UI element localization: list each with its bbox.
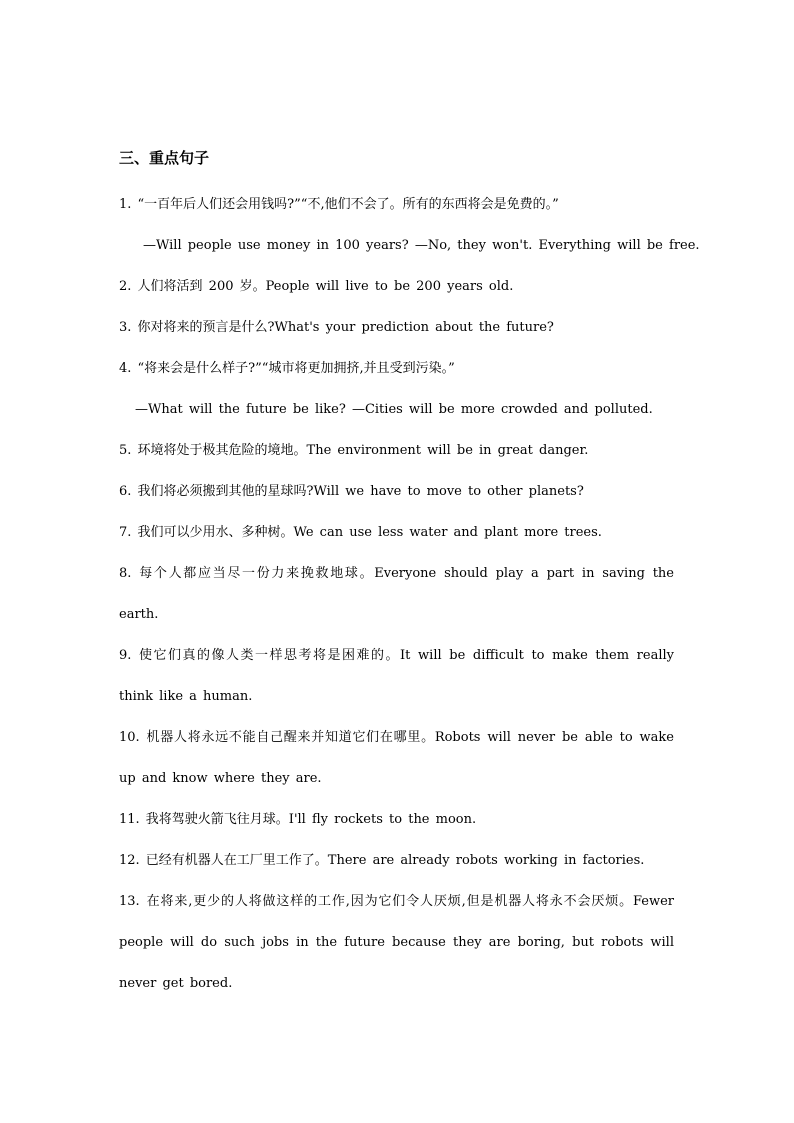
- sentence-1-translation: —Will people use money in 100 years? —No, they won't. Everything will be free.: [143, 238, 700, 253]
- sentence-4: 4. “将来会是什么样子?”“城市将更加拥挤,并且受到污染。”: [119, 361, 455, 376]
- content-area: [119, 146, 700, 1004]
- sentence-3: 3. 你对将来的预言是什么?What's your prediction about the future?: [119, 320, 554, 335]
- sentence-5: 5. 环境将处于极其危险的境地。The environment will be in great danger.: [119, 443, 589, 458]
- sentence-2: 2. 人们将活到 200 岁。People will live to be 200 years old.: [119, 279, 514, 294]
- sentence-1: 1. “一百年后人们还会用钱吗?”“不,他们不会了。所有的东西将会是免费的。”: [119, 197, 559, 212]
- sentence-7: 7. 我们可以少用水、多种树。We can use less water and plant more trees.: [119, 525, 602, 540]
- sentence-8: 8. 每个人都应当尽一份力来挽救地球。Everyone should play a part in saving the earth.: [119, 566, 674, 622]
- section-heading: 三、重点句子: [119, 149, 210, 167]
- sentence-10: 10. 机器人将永远不能自己醒来并知道它们在哪里。Robots will never be able to wake up and know where they are.: [119, 730, 674, 786]
- sentence-6: 6. 我们将必须搬到其他的星球吗?Will we have to move to other planets?: [119, 484, 584, 499]
- sentence-12: 12. 已经有机器人在工厂里工作了。There are already robots working in factories.: [119, 853, 645, 868]
- sentence-4-translation: —What will the future be like? —Cities will be more crowded and polluted.: [135, 402, 653, 417]
- sentence-11: 11. 我将驾驶火箭飞往月球。I'll fly rockets to the moon.: [119, 812, 477, 827]
- sentence-13: 13. 在将来,更少的人将做这样的工作,因为它们令人厌烦,但是机器人将永不会厌烦。Fewer people will do such jobs in the future because they are boring, but robots will never get bored.: [119, 894, 674, 991]
- sentence-9: 9. 使它们真的像人类一样思考将是困难的。It will be difficult to make them really think like a human.: [119, 648, 674, 704]
